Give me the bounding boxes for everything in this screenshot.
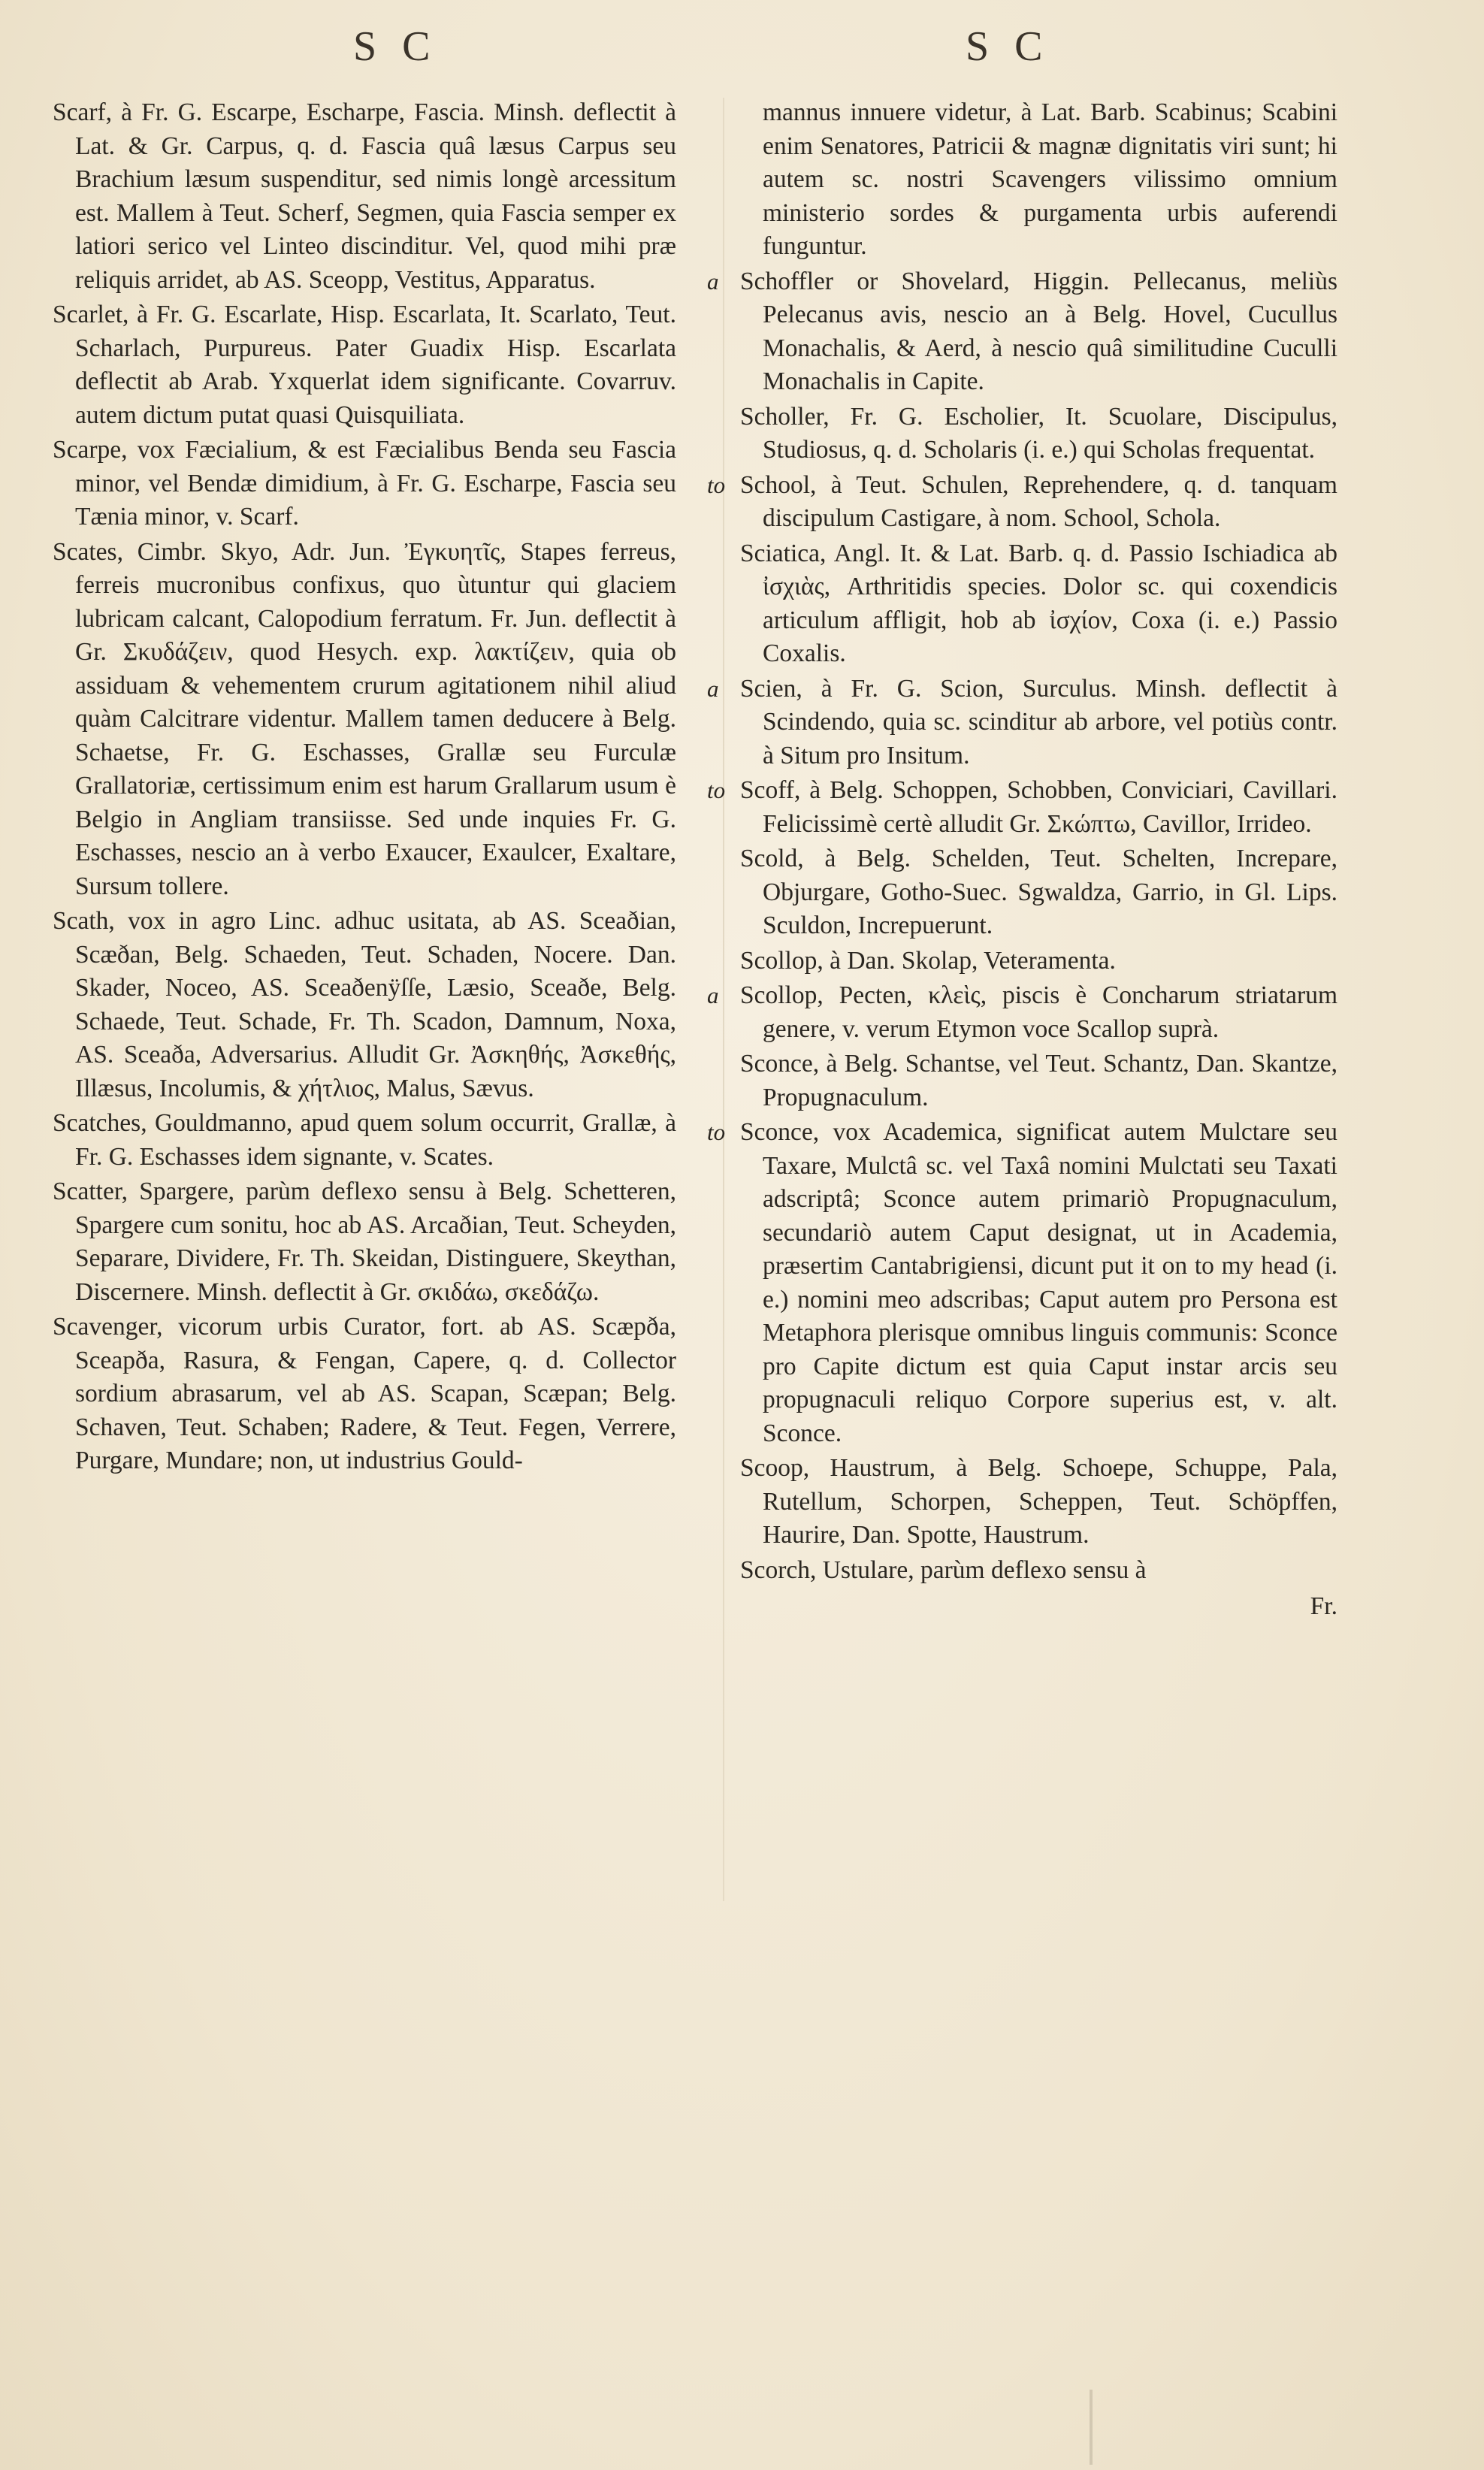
left-column — [53, 96, 676, 1480]
dictionary-entry — [707, 774, 1337, 841]
entry-text: Scatches, Gouldmanno, apud quem solum occurrit, Grallæ, à Fr. G. Eschasses idem signante, v. Scates. — [53, 1109, 676, 1171]
entry-margin-mark: to — [707, 471, 726, 498]
dictionary-entry — [53, 1311, 676, 1478]
catchword: Fr. — [1310, 1592, 1337, 1620]
entry-text: Sconce, à Belg. Schantse, vel Teut. Schantz, Dan. Skantze, Propugnaculum. — [740, 1050, 1337, 1111]
entry-margin-mark: to — [707, 1119, 726, 1145]
entry-margin-mark: to — [707, 777, 726, 803]
dictionary-entry — [707, 979, 1337, 1046]
dictionary-entry — [740, 401, 1337, 467]
dictionary-entry — [740, 1554, 1337, 1588]
entry-text: Scholler, Fr. G. Escholier, It. Scuolare, Discipulus, Studiosus, q. d. Scholaris (i. e.) qui Scholas frequentat. — [740, 402, 1337, 464]
dictionary-entry — [707, 1116, 1337, 1450]
entry-text: Scollop, Pecten, κλεὶς, piscis è Concharum striatarum genere, v. verum Etymon voce Scallop suprà. — [740, 981, 1337, 1043]
entry-text: mannus innuere videtur, à Lat. Barb. Scabinus; Scabini enim Senatores, Patricii & magnæ dignitatis viri sunt; hi autem sc. nostri Scavengers vilissimo omnium ministerio sordes & purgamenta urbis auferendi funguntur. — [763, 98, 1337, 260]
entry-text: Scarpe, vox Fæcialium, & est Fæcialibus Benda seu Fascia minor, vel Bendæ dimidium, à Fr. G. Escharpe, Fascia seu Tænia minor, v. Scarf. — [53, 436, 676, 531]
entry-text: Scorch, Ustulare, parùm deflexo sensu à — [740, 1555, 1147, 1584]
dictionary-entry — [707, 673, 1337, 773]
entry-text: Scarf, à Fr. G. Escarpe, Escharpe, Fascia. Minsh. deflectit à Lat. & Gr. Carpus, q. d. Fascia quâ læsus Carpus seu Brachium læsum suspenditur, sed nimis longè arcessitum est. Mallem à Teut. Scherf, Segmen, quia Fascia semper ex latiori serico vel Linteo discinditur. Vel, quod mihi præ reliquis arridet, ab AS. Sceopp, Vestitus, Apparatus. — [53, 98, 676, 294]
entry-text: Sconce, vox Academica, significat autem Mulctare seu Taxare, Mulctâ sc. vel Taxâ nomini Mulctati seu Taxati adscriptâ; Sconce autem primariò Propugnaculum, secundariò autem Caput designat, ut in Academia, præsertim Cantabrigiensi, dicunt put it on to my head (i. e.) nomini meo adscribas; Caput autem pro Persona est Metaphora plerisque omnibus linguis communis: Sconce pro Capite dictum est quia Caput instar arcis seu propugnaculi reliquo Corpore superius est, v. alt. Sconce. — [740, 1118, 1337, 1447]
dictionary-entry — [53, 905, 676, 1105]
dictionary-entry — [707, 265, 1337, 399]
dictionary-entry — [53, 536, 676, 904]
dictionary-entry — [53, 1107, 676, 1174]
dictionary-entry — [740, 842, 1337, 943]
entry-text: Scath, vox in agro Linc. adhuc usitata, ab AS. Sceaðian, Scæðan, Belg. Schaeden, Teut. Schaden, Nocere. Dan. Skader, Noceo, AS. Sceaðenÿſſe, Læsio, Sceaðe, Belg. Schaede, Teut. Schade, Fr. Th. Scadon, Damnum, Noxa, AS. Sceaða, Adversarius. Alludit Gr. Ἀσκηθής, Ἀσκεθής, Illæsus, Incolumis, & χήτλιος, Malus, Sævus. — [53, 907, 676, 1102]
entry-text: Scatter, Spargere, parùm deflexo sensu à Belg. Schetteren, Spargere cum sonitu, hoc ab AS. Arcaðian, Teut. Scheyden, Separare, Dividere, Fr. Th. Skeidan, Distinguere, Skeythan, Discernere. Minsh. deflectit à Gr. σκιδάω, σκεδάζω. — [53, 1178, 676, 1306]
entry-text: School, à Teut. Schulen, Reprehendere, q. d. tanquam discipulum Castigare, à nom. School, Schola. — [740, 470, 1337, 532]
paper-fold-mark — [1090, 2390, 1093, 2465]
entry-text: Schoffler or Shovelard, Higgin. Pellecanus, meliùs Pelecanus avis, nescio an à Belg. Hovel, Cucullus Monachalis, & Aerd, à nescio quâ similitudine Cuculli Monachalis in Capite. — [740, 267, 1337, 395]
dictionary-entry — [740, 1048, 1337, 1114]
dictionary-entry — [53, 434, 676, 534]
running-head-right: S C — [966, 23, 1050, 70]
dictionary-entry — [53, 1175, 676, 1309]
entry-text: Scien, à Fr. G. Scion, Surculus. Minsh. deflectit à Scindendo, quia sc. scinditur ab arbore, vel potiùs contr. à Situm pro Insitum. — [740, 674, 1337, 769]
entry-text: Scoff, à Belg. Schoppen, Schobben, Conviciari, Cavillari. Felicissimè certè alludit Gr. Σκώπτω, Cavillor, Irrideo. — [740, 776, 1337, 838]
entry-text: Scoop, Haustrum, à Belg. Schoepe, Schuppe, Pala, Rutellum, Schorpen, Scheppen, Teut. Schöpffen, Haurire, Dan. Spotte, Haustrum. — [740, 1454, 1337, 1549]
dictionary-entry — [740, 1452, 1337, 1552]
entry-margin-mark: a — [707, 982, 719, 1008]
column-divider — [723, 98, 724, 1901]
dictionary-entry — [740, 537, 1337, 671]
right-column — [707, 96, 1337, 1620]
entry-text: Scold, à Belg. Schelden, Teut. Schelten, Increpare, Objurgare, Gotho-Suec. Sgwaldza, Garrio, in Gl. Lips. Sculdon, Increpuerunt. — [740, 845, 1337, 939]
entry-margin-mark: a — [707, 675, 719, 702]
dictionary-entry — [740, 945, 1337, 978]
entry-text: Scarlet, à Fr. G. Escarlate, Hisp. Escarlata, It. Scarlato, Teut. Scharlach, Purpureus. Pater Guadix Hisp. Escarlata deflectit ab Arab. Yxquerlat idem significante. Covarruv. autem dictum putat quasi Quisquiliata. — [53, 301, 676, 429]
running-head-left: S C — [353, 23, 438, 70]
dictionary-entry — [707, 469, 1337, 536]
entry-text: Sciatica, Angl. It. & Lat. Barb. q. d. Passio Ischiadica ab ἰσχιὰς, Arthritidis species. Dolor sc. qui coxendicis articulum affligit, hob ab ἰσχίον, Coxa (i. e.) Passio Coxalis. — [740, 539, 1337, 667]
entry-text: Scollop, à Dan. Skolap, Veteramenta. — [740, 946, 1116, 975]
dictionary-entry — [53, 298, 676, 432]
dictionary-entry — [53, 96, 676, 297]
entry-text: Scates, Cimbr. Skyo, Adr. Jun. Ἐγκυητῖς, Stapes ferreus, ferreis mucronibus confixus, quo ùtuntur qui glaciem lubricam calcant, Calopodium ferratum. Fr. Jun. deflectit à Gr. Σκυδάζειν, quod Hesych. exp. λακτίζειν, quia ob assiduam & vehementem crurum agitationem nihil aliud quàm Calcitrare videntur. Mallem tamen deducere à Belg. Schaetse, Fr. G. Eschasses, Grallæ seu Furculæ Grallatoriæ, certissimum enim est harum Grallarum usum è Belgio in Angliam transiisse. Sed unde inquies Fr. G. Eschasses, nescio an à verbo Exaucer, Exaulcer, Exaltare, Sursum tollere. — [53, 537, 676, 900]
entry-text: Scavenger, vicorum urbis Curator, fort. ab AS. Scæpða, Sceapða, Rasura, & Fengan, Capere, q. d. Collector sordium abrasarum, vel ab AS. Scapan, Scæpan; Belg. Schaven, Teut. Schaben; Radere, & Teut. Fegen, Verrere, Purgare, Mundare; non, ut industrius Gould- — [53, 1313, 676, 1474]
dictionary-entry — [740, 96, 1337, 264]
entry-margin-mark: a — [707, 268, 719, 295]
